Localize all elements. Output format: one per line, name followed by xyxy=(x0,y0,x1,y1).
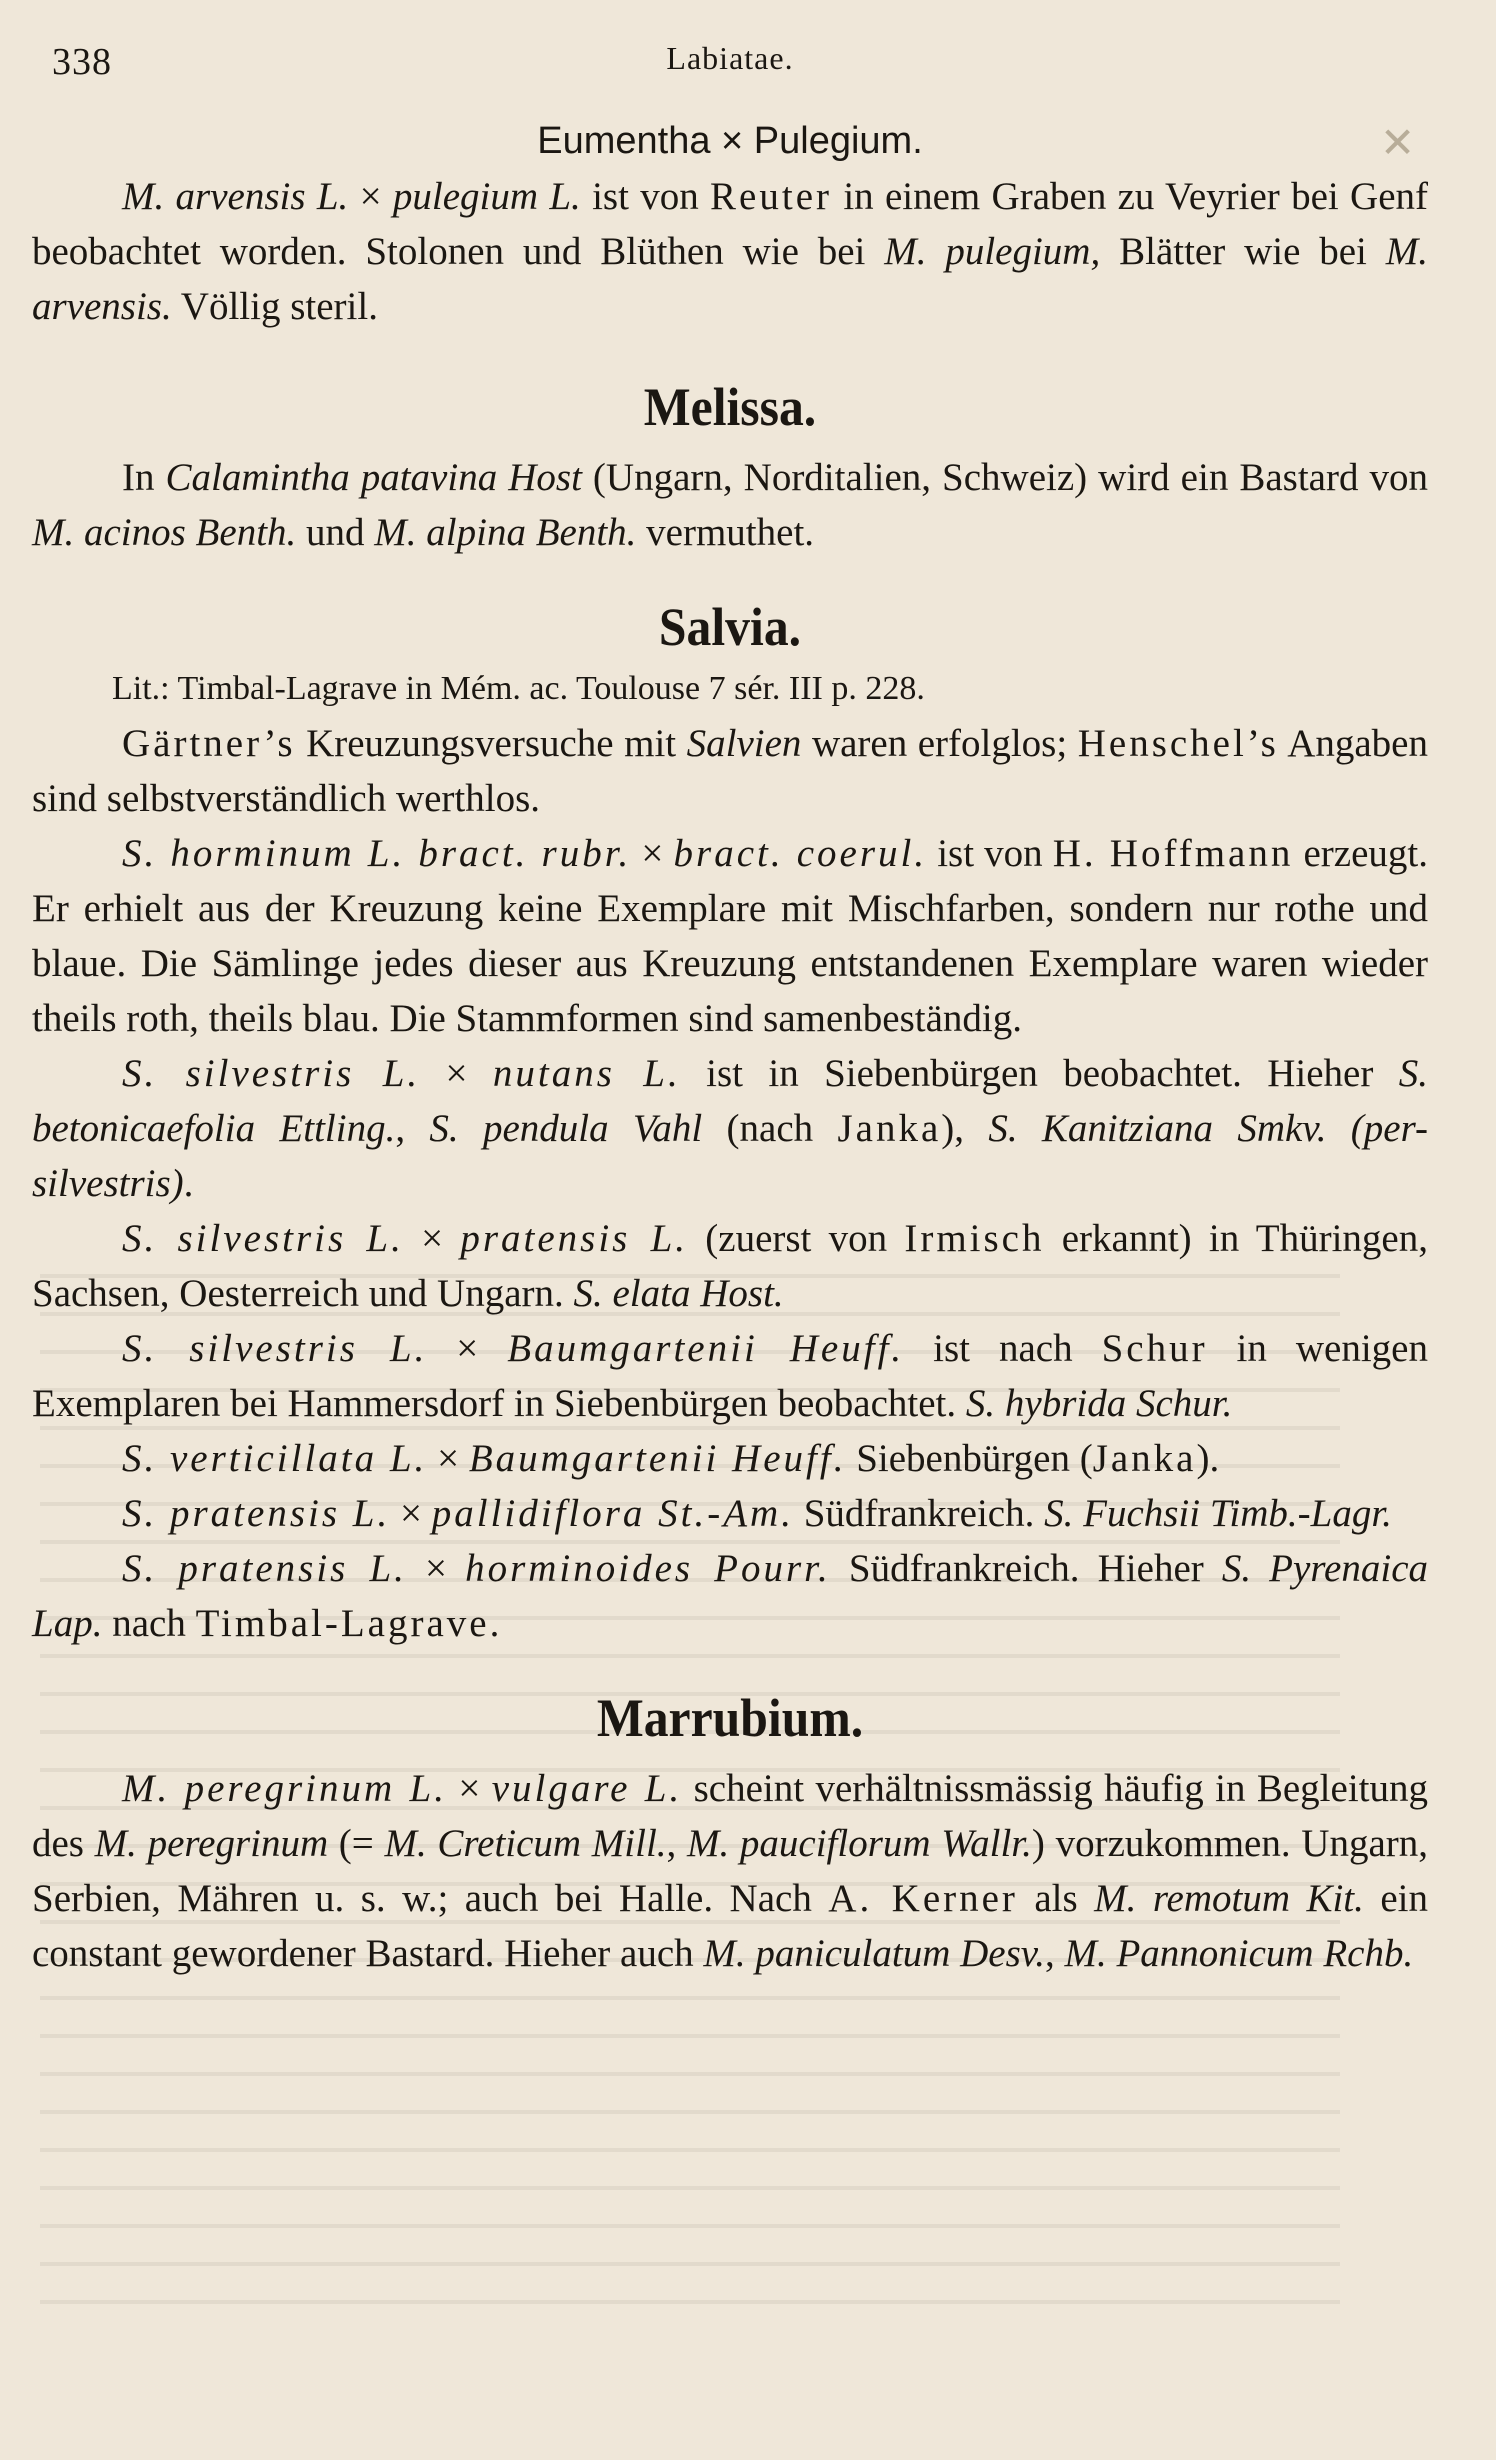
text-span: ist von xyxy=(580,175,711,218)
author-name: Schur xyxy=(1101,1327,1208,1370)
author-name: A. Kerner xyxy=(828,1877,1018,1920)
text-span: vermuthet. xyxy=(636,511,815,554)
hybrid-sign: × xyxy=(631,832,674,875)
author-name: Irmisch xyxy=(904,1217,1045,1260)
text-span: (Ungarn, Norditalien, Schweiz) wird ein Bastard von xyxy=(581,456,1428,499)
paragraph-salvia-2 xyxy=(32,826,1428,1046)
taxon-name: S. verticillata L. xyxy=(122,1437,428,1480)
genus-heading-melissa: Melissa. xyxy=(643,377,817,437)
author-name: Henschel’s xyxy=(1077,722,1279,765)
margin-mark: ✕ xyxy=(1380,121,1416,167)
literature-reference: Lit.: Timbal-Lagrave in Mém. ac. Toulouse 7 sér. III p. 228. xyxy=(112,670,925,707)
author-name: Reuter xyxy=(710,175,833,218)
genus-heading-marrubium: Marrubium. xyxy=(596,1688,864,1748)
taxon-name: M. paniculatum Desv. xyxy=(703,1932,1045,1975)
text-span: . xyxy=(183,1162,194,1205)
text-span: in einem Graben zu Veyrier bei Genf beobachtet worden. Stolonen und Blüthen wie bei xyxy=(32,175,1429,273)
taxon-name: S. elata Host. xyxy=(573,1272,784,1315)
taxon-name: S. silvestris L. xyxy=(122,1327,428,1370)
text-span: ) vorzukommen. Ungarn, Serbien, Mähren u. s. w.; auch bei Halle. Nach xyxy=(32,1822,1429,1920)
taxon-name: S. silvestris L. xyxy=(122,1217,404,1260)
paragraph-salvia-3 xyxy=(32,1046,1428,1211)
taxon-name: S. Fuchsii Timb.-Lagr. xyxy=(1044,1492,1392,1535)
taxon-name: M. pulegium, xyxy=(884,230,1101,273)
text-span: Angaben sind selbstverständlich werthlos. xyxy=(32,722,1428,820)
hybrid-sign: × xyxy=(427,1437,469,1480)
taxon-name: horminoides Pourr. xyxy=(465,1547,831,1590)
taxon-name: Calamintha patavina Host xyxy=(165,456,582,499)
page-number: 338 xyxy=(52,41,112,83)
hybrid-sign: × xyxy=(390,1492,432,1535)
text-span: Völlig steril. xyxy=(171,285,378,328)
taxon-name: M. arvensis. xyxy=(32,230,1428,328)
taxon-name: Baumgartenii Heuff. xyxy=(468,1437,847,1480)
author-name: Gärtner’s xyxy=(122,722,296,765)
taxon-name: S. Kanitziana Smkv. (per-silvestris) xyxy=(32,1107,1428,1205)
taxon-name: pallidiflora St.-Am. xyxy=(431,1492,794,1535)
taxon-name: M. arvensis L. xyxy=(122,175,349,218)
hybrid-sign: × xyxy=(427,1327,508,1370)
hybrid-sign: × xyxy=(348,175,393,218)
taxon-name: M. alpina Benth. xyxy=(374,511,637,554)
taxon-name: M. Creticum Mill. xyxy=(384,1822,667,1865)
taxon-name: pratensis L. xyxy=(460,1217,689,1260)
hybrid-sign: × xyxy=(403,1217,461,1260)
text-span: ein constant gewordener Bastard. Hieher auch xyxy=(32,1877,1428,1975)
taxon-name: S. Pyrenaica Lap. xyxy=(32,1547,1429,1645)
paragraph-eumentha xyxy=(32,169,1428,334)
running-title: Labiatae. xyxy=(666,40,794,76)
taxon-name: S. pendula Vahl xyxy=(429,1107,703,1150)
hybrid-sign: × xyxy=(406,1547,466,1590)
paragraph-salvia-7 xyxy=(32,1486,1428,1541)
text-span: ist von xyxy=(927,832,1053,875)
taxon-name: S. hybrida Schur. xyxy=(965,1382,1233,1425)
taxon-name: M. pauciflorum Wallr. xyxy=(686,1822,1032,1865)
text-span: nach xyxy=(102,1602,196,1645)
taxon-name: bract. coerul. xyxy=(673,832,928,875)
taxon-name: S. horminum L. bract. rubr. xyxy=(122,832,632,875)
hybrid-sign: × xyxy=(446,1767,492,1810)
taxon-name: M. peregrinum L. xyxy=(122,1767,447,1810)
taxon-name: M. remotum Kit. xyxy=(1094,1877,1364,1920)
text-span: , xyxy=(1044,1932,1065,1975)
paragraph-marrubium xyxy=(32,1761,1428,1981)
book-page xyxy=(32,40,1428,1981)
text-span: In xyxy=(122,456,166,499)
taxon-name: S. pratensis L. xyxy=(122,1547,407,1590)
text-span: (zuerst von xyxy=(688,1217,905,1260)
taxon-name: M. Pannonicum Rchb. xyxy=(1064,1932,1414,1975)
taxon-name: Baumgartenii Heuff. xyxy=(507,1327,905,1370)
taxon-name: pulegium L. xyxy=(392,175,581,218)
author-name: Janka xyxy=(1092,1437,1197,1480)
paragraph-salvia-8 xyxy=(32,1541,1428,1651)
text-span: in wenigen Exemplaren bei Hammersdorf in Siebenbürgen beobachtet. xyxy=(32,1327,1428,1425)
text-span: , xyxy=(395,1107,430,1150)
taxon-name: S. betonicaefolia Ettling. xyxy=(32,1052,1428,1150)
author-name: H. Hoffmann xyxy=(1052,832,1294,875)
paragraph-salvia-6 xyxy=(32,1431,1428,1486)
text-span: Kreuzungsversuche mit xyxy=(295,722,687,765)
text-span: ), xyxy=(941,1107,989,1150)
paragraph-salvia-5 xyxy=(32,1321,1428,1431)
taxon-name: nutans L. xyxy=(492,1052,681,1095)
author-name: Timbal-Lagrave xyxy=(195,1602,490,1645)
text-span: Südfrankreich. Hieher xyxy=(830,1547,1222,1590)
taxon-name: S. silvestris L. xyxy=(122,1052,421,1095)
text-span: (= xyxy=(328,1822,385,1865)
text-span: ). xyxy=(1196,1437,1220,1480)
text-span: ist in Siebenbürgen beobachtet. Hieher xyxy=(680,1052,1399,1095)
text-span: und xyxy=(296,511,375,554)
text-span: waren erfolglos; xyxy=(801,722,1078,765)
text-span: Blätter wie bei xyxy=(1100,230,1386,273)
taxon-name: S. pratensis L. xyxy=(122,1492,391,1535)
paragraph-melissa xyxy=(32,450,1428,560)
text-span: Siebenbürgen ( xyxy=(846,1437,1093,1480)
hybrid-sign: × xyxy=(420,1052,493,1095)
text-span: Südfrankreich. xyxy=(793,1492,1045,1535)
text-span: erzeugt. Er erhielt aus der Kreuzung keine Exemplare mit Mischfarben, sondern nur rothe und blaue. Die Sämlinge jedes dieser aus Kreuzung entstandenen Exemplare waren wieder theils roth, theils blau. Die Stammformen sind samenbeständig. xyxy=(32,832,1428,1040)
text-span: erkannt) in Thüringen, Sachsen, Oesterreich und Ungarn. xyxy=(32,1217,1428,1315)
section-heading-eumentha: Eumentha × Pulegium. xyxy=(537,120,923,162)
text-span: (nach xyxy=(702,1107,838,1150)
taxon-name: M. peregrinum xyxy=(94,1822,329,1865)
paragraph-salvia-4 xyxy=(32,1211,1428,1321)
text-span: . xyxy=(489,1602,500,1645)
taxon-name: vulgare L. xyxy=(491,1767,683,1810)
text-span: scheint verhältnissmässig häufig in Begleitung des xyxy=(32,1767,1428,1865)
author-name: Janka xyxy=(837,1107,942,1150)
taxon-name: Salvien xyxy=(686,722,802,765)
running-header xyxy=(32,40,1428,102)
genus-heading-salvia: Salvia. xyxy=(658,597,802,657)
text-span: , xyxy=(666,1822,687,1865)
text-span: ist nach xyxy=(904,1327,1102,1370)
text-span: als xyxy=(1017,1877,1095,1920)
paragraph-salvia-1 xyxy=(32,716,1428,826)
taxon-name: M. acinos Benth. xyxy=(32,511,297,554)
